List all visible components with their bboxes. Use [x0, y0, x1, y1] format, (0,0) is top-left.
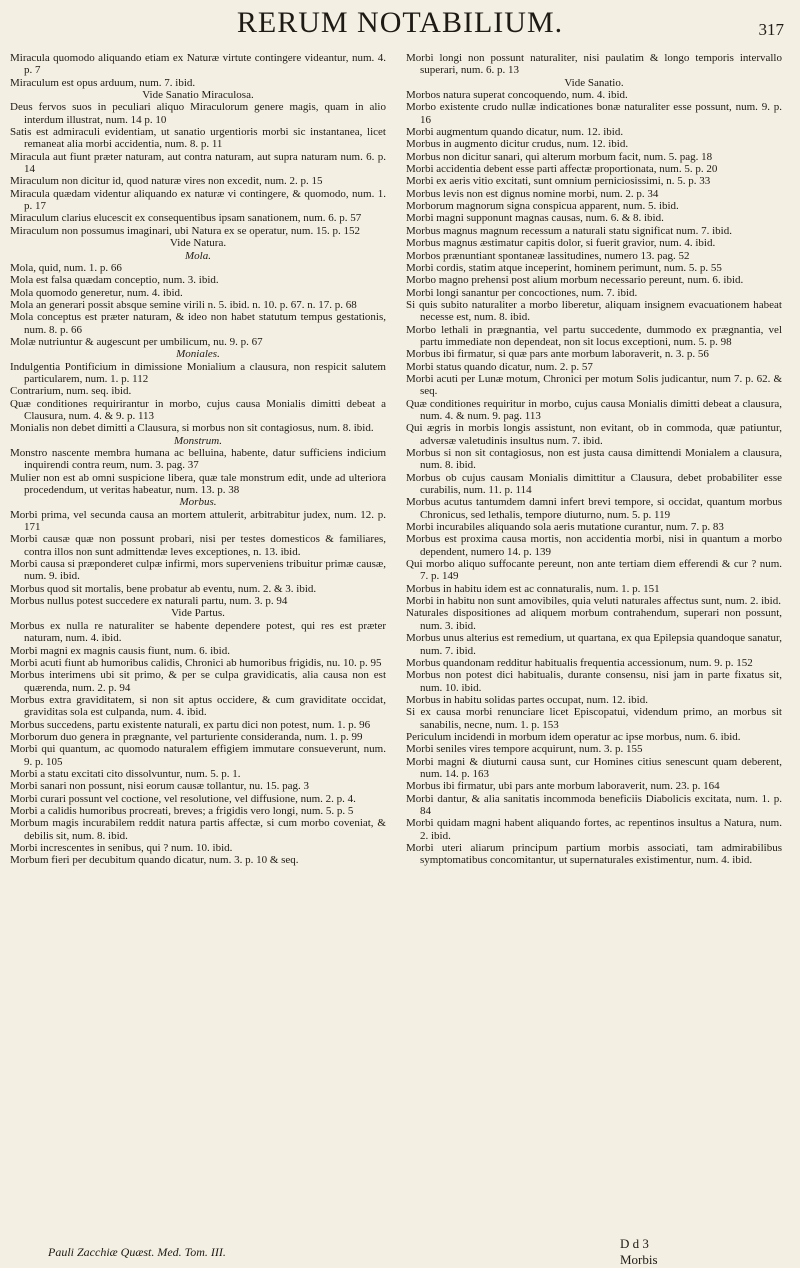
index-entry: Morbus est proxima causa mortis, non accidentia morbi, nisi in quantum a morbo dependent, numero 14. p. 139 — [406, 533, 782, 558]
index-entry: Morbi increscentes in senibus, qui ? num. 10. ibid. — [10, 842, 233, 854]
index-entry: Morbi magni supponunt magnas causas, num. 6. & 8. ibid. — [406, 212, 664, 225]
index-entry: Vide Natura. — [169, 237, 227, 250]
index-entry: Morbus interimens ubi sit primo, & per se culpa gravidicatis, alia causa non est quærenda, num. 2. p. 94 — [10, 669, 386, 694]
index-entry: Morbi a statu excitati cito dissolvuntur, num. 5. p. 1. — [10, 767, 241, 780]
index-entry: Morbum magis incurabilem reddit natura partis affectæ, si cum morbo coveniat, & debilis sit, num. 8. ibid. — [10, 817, 386, 842]
index-entry: Periculum incidendi in morbum idem operatur ac ipse morbus, num. 6. ibid. — [406, 730, 741, 743]
index-entry: Morbi longi non possunt naturaliter, nisi paulatim & longo temporis intervallo superari, num. 6. p. 13 — [406, 52, 782, 77]
index-entry: Morbo magno prehensi post alium morbum necessario pereunt, num. 6. ibid. — [406, 274, 744, 287]
index-entry: Morbus ob cujus causam Monialis dimittitur a Clausura, debet probabiliter esse curabilis, num. 11. p. 114 — [406, 471, 782, 497]
index-entry: Morbi magni ex magnis causis fiunt, num. 6. ibid. — [10, 644, 230, 657]
index-entry: Morbus in habitu solidas partes occupat, num. 12. ibid. — [406, 693, 648, 706]
index-entry: Morbos natura superat concoquendo, num. 4. ibid. — [406, 89, 628, 102]
index-entry: Morbus non dicitur sanari, qui alterum morbum facit, num. 5. pag. 18 — [406, 150, 713, 163]
index-entry: Miraculum non dicitur id, quod naturæ vires non excedit, num. 2. p. 15 — [10, 175, 323, 188]
index-entry: Morbi prima, vel secunda causa an mortem attulerit, arbitrabitur judex, num. 12. p. 171 — [10, 508, 386, 534]
right-column — [406, 52, 782, 1244]
index-entry: Morbos prænuntiant spontaneæ lassitudines, numero 13. pag. 52 — [406, 249, 690, 262]
index-entry: Morbus magnus æstimatur capitis dolor, si fuerit gravior, num. 4. ibid. — [406, 237, 716, 250]
index-entry: Qui ægris in morbis longis assistunt, non evitant, ob in commoda, quæ patiuntur, adversæ valetudinis insultus num. 7. ibid. — [406, 422, 782, 447]
index-entry: Mulier non est ab omni suspicione libera, quæ tale monstrum edit, unde ad ulteriora procedendum, ut veritas habeatur, num. 13. p. 38 — [10, 471, 386, 497]
index-entry: Morbus unus alterius est remedium, ut quartana, ex qua Epilepsia quandoque sanatur, num. 7. ibid. — [406, 632, 782, 657]
index-entry: Morbus acutus tantumdem damni infert brevi tempore, si occidat, quantum morbus Chronicus, sed lethalis, tempore diuturno, num. 5. p. 119 — [406, 496, 782, 521]
index-entry: Morbi sanari non possunt, nisi eorum causæ tollantur, nu. 15. pag. 3 — [10, 780, 309, 793]
index-entry: Miracula quædam videntur aliquando ex naturæ vi contingere, & quomodo, num. 1. p. 17 — [10, 187, 386, 213]
index-entry: Morbi qui quantum, ac quomodo naturalem effigiem immutare consueverunt, num. 9. p. 105 — [10, 743, 386, 768]
index-entry: Miraculum est opus arduum, num. 7. ibid. — [10, 76, 196, 89]
index-entry: Morbus nullus potest succedere ex naturali partu, num. 3. p. 94 — [10, 595, 288, 608]
index-entry: Morbi seniles vires tempore acquirunt, num. 3. p. 155 — [406, 743, 643, 756]
index-entry: Morbum fieri per decubitum quando dicatur, num. 3. p. 10 & seq. — [10, 854, 299, 867]
index-entry: Morbi quidam magni habent aliquando fortes, ac repentinos insultus a Natura, num. 2. ibid. — [406, 817, 782, 842]
index-entry: Miracula quomodo aliquando etiam ex Naturæ virtute contingere videantur, num. 4. p. 7 — [10, 52, 386, 77]
index-entry: Morbus levis non est dignus nomine morbi, num. 2. p. 34 — [406, 187, 659, 200]
index-entry: Morbi in habitu non sunt amovibiles, quia veluti naturales affectus sunt, num. 2. ibid. — [406, 595, 781, 608]
running-title: RERUM NOTABILIUM. — [236, 6, 564, 39]
index-entry: Monialis non debet dimitti a Clausura, si morbus non sit contagiosus, num. 8. ibid. — [10, 422, 374, 435]
index-entry: Satis est admiraculi evidentiam, ut sanatio urgentioris morbi sic instantanea, licet remaneat alia morbi accidentia, num. 8. p. 11 — [10, 126, 386, 151]
index-entry: Morbus extra graviditatem, si non sit aptus occidere, & cum graviditate occidat, graviditas sola est culpanda, num. 4. ibid. — [10, 693, 386, 719]
index-entry: Mola est falsa quædam conceptio, num. 3. ibid. — [10, 274, 219, 287]
index-entry: Contrarium, num. seq. ibid. — [10, 385, 132, 398]
index-entry: Morbus quod sit mortalis, bene probatur ab eventu, num. 2. & 3. ibid. — [10, 582, 317, 595]
index-entry: Morbi magni & diuturni causa sunt, cur Homines citius senescunt quam deberent, num. 14. p. 163 — [406, 755, 782, 780]
index-entry: Miraculum clarius elucescit ex consequentibus ipsam sanationem, num. 6. p. 57 — [10, 212, 362, 225]
index-entry: Vide Sanatio Miraculosa. — [142, 89, 254, 102]
index-entry: Morbi cordis, statim atque inceperint, hominem perimunt, num. 5. p. 55 — [406, 261, 722, 274]
index-entry: Mola. — [185, 249, 211, 262]
index-entry: Molæ nutriuntur & augescunt per umbilicum, nu. 9. p. 67 — [10, 335, 263, 348]
catchword: Morbis — [620, 1252, 658, 1267]
index-entry: Morbus non potest dici habitualis, durante consensu, nisi jam in parte fixatus sit, num. 10. ibid. — [406, 669, 782, 694]
index-entry: Morbi causæ quæ non possunt probari, nisi per testes domesticos & familiares, contra illos non sunt admittendæ leves exceptiones, n. 13. ibid. — [10, 533, 386, 558]
index-entry: Morbus in habitu idem est ac connaturalis, num. 1. p. 151 — [406, 582, 660, 595]
index-entry: Morbi status quando dicatur, num. 2. p. 57 — [406, 360, 593, 373]
index-entry: Mola quomodo generetur, num. 4. ibid. — [10, 286, 183, 299]
page-header — [0, 4, 800, 48]
index-entry: Indulgentia Pontificium in dimissione Monialium a clausura, non respicit salutem particularem, num. 1. p. 112 — [10, 360, 386, 385]
index-entry: Morbus quandonam redditur habitualis frequentia accessionum, num. 9. p. 152 — [406, 656, 753, 669]
index-entry: Morbi a calidis humoribus procreati, breves; a frigidis vero longi, num. 5. p. 5 — [10, 804, 354, 817]
index-entry: Vide Partus. — [171, 607, 225, 620]
index-entry: Mola conceptus est præter naturam, & ideo non habet statutum tempus gestationis, num. 8. p. 66 — [10, 311, 386, 336]
index-entry: Vide Sanatio. — [564, 76, 624, 89]
index-entry: Si quis subito naturaliter a morbo liberetur, aliquam insignem evacuationem habeat necesse est, num. 8. ibid. — [406, 298, 782, 324]
index-entry: Morbus succedens, partu existente naturali, ex partu dici non potest, num. 1. p. 96 — [10, 718, 371, 731]
index-entry: Naturales dispositiones ad aliquem morbum contrahendum, superari non possunt, num. 3. ibid. — [406, 607, 782, 632]
index-entry: Morbus. — [179, 496, 217, 509]
index-entry: Morborum duo genera in prægnante, vel parturiente consideranda, num. 1. p. 99 — [10, 730, 363, 743]
footer-marks — [620, 1236, 800, 1268]
signature-mark: D d 3 — [620, 1236, 649, 1251]
index-entry: Morbi accidentia debent esse parti affectæ proportionata, num. 5. p. 20 — [406, 163, 718, 176]
index-entry: Morbus ex nulla re naturaliter se habente dependere potest, qui res est præter naturam, num. 4. ibid. — [10, 619, 386, 645]
index-entry: Morbo lethali in prægnantia, vel partu succedente, dummodo ex prægnantia, vel partu immediate non dependeat, non sit locus exceptioni, num. 5. p. 98 — [406, 323, 782, 348]
index-entry: Morbi acuti per Lunæ motum, Chronici per motum Solis judicantur, num 7. p. 62. & seq. — [406, 372, 782, 398]
index-entry: Monstro nascente membra humana ac belluina, habente, datur sufficiens indicium inquirendi contra reum, num. 3. pag. 37 — [10, 447, 386, 472]
index-entry: Morbi dantur, & alia sanitatis incommoda beneficiis Diabolicis excitata, num. 1. p. 84 — [406, 792, 782, 817]
index-entry: Morbi longi sanantur per concoctiones, num. 7. ibid. — [406, 286, 638, 299]
index-entry: Morbi augmentum quando dicatur, num. 12. ibid. — [406, 126, 624, 139]
index-entry: Morbi causa si præponderet culpæ infirmi, mors superveniens tribuitur primæ causæ, num. 9. ibid. — [10, 558, 386, 583]
index-entry: Morbi incurabiles aliquando sola aeris mutatione curantur, num. 7. p. 83 — [406, 521, 724, 534]
index-entry: Morbus magnus magnum recessum a naturali statu significat num. 7. ibid. — [406, 224, 732, 237]
index-entry: Mola an generari possit absque semine virili n. 5. ibid. n. 10. p. 67. n. 17. p. 68 — [10, 298, 357, 311]
index-entry: Morbi uteri aliarum principum partium morbis associati, tam admirabilibus symptomatibus concomitantur, ut supernaturales existimentur, num. 4. ibid. — [406, 842, 782, 867]
index-entry: Qui morbo aliquo suffocante pereunt, non ante tertiam diem efferendi & cur ? num. 7. p. 149 — [406, 558, 782, 583]
index-entry: Morbo existente crudo nullæ indicationes bonæ naturaliter esse possunt, num. 9. p. 16 — [406, 101, 782, 126]
index-entry: Miraculum non possumus imaginari, ubi Natura ex se operatur, num. 15. p. 152 — [10, 224, 360, 237]
index-entry: Morbus ibi firmatur, ubi pars ante morbum laboraverit, num. 23. p. 164 — [406, 780, 720, 793]
index-entry: Morbi curari possunt vel coctione, vel resolutione, vel diffusione, num. 2. p. 4. — [10, 792, 356, 805]
index-entry: Mola, quid, num. 1. p. 66 — [10, 261, 122, 274]
index-entry: Monstrum. — [174, 434, 222, 447]
index-entry: Si ex causa morbi renunciare licet Episcopatui, videndum primo, an morbus sit sanabilis, necne, num. 1. p. 153 — [406, 706, 782, 731]
index-entry: Morbus ibi firmatur, si quæ pars ante morbum laboraverit, n. 3. p. 56 — [406, 348, 709, 361]
index-entry: Moniales. — [176, 348, 220, 361]
index-entry: Deus fervos suos in peculiari aliquo Miraculorum genere magis, quam in alio interdum illustrat, num. 14 p. 10 — [10, 101, 386, 126]
index-entry: Morbi ex aeris vitio excitati, sunt omnium perniciosissimi, n. 5. p. 33 — [406, 175, 711, 188]
footer-author: Pauli Zacchiæ Quæst. Med. Tom. III. — [48, 1245, 226, 1259]
index-entry: Morborum magnorum signa conspicua apparent, num. 5. ibid. — [406, 200, 679, 213]
index-entry: Miracula aut fiunt præter naturam, aut contra naturam, aut supra naturam num. 6. p. 14 — [10, 150, 386, 176]
index-entry: Quæ conditiones requirirantur in morbo, cujus causa Monialis dimitti debeat a Clausura, num. 4. & 9. p. 113 — [10, 397, 386, 422]
index-entry: Morbus si non sit contagiosus, non est justa causa dimittendi Monialem a clausura, num. 8. ibid. — [406, 447, 782, 472]
index-entry: Quæ conditiones requiritur in morbo, cujus causa Monialis dimitti debeat a clausura, num. 4. & num. 9. pag. 113 — [406, 397, 782, 422]
left-column — [10, 52, 386, 1244]
index-entry: Morbi acuti fiunt ab humoribus calidis, Chronici ab humoribus frigidis, nu. 10. p. 95 — [10, 656, 382, 669]
page-number: 317 — [758, 20, 784, 39]
index-entry: Morbus in augmento dicitur crudus, num. 12. ibid. — [406, 138, 629, 151]
